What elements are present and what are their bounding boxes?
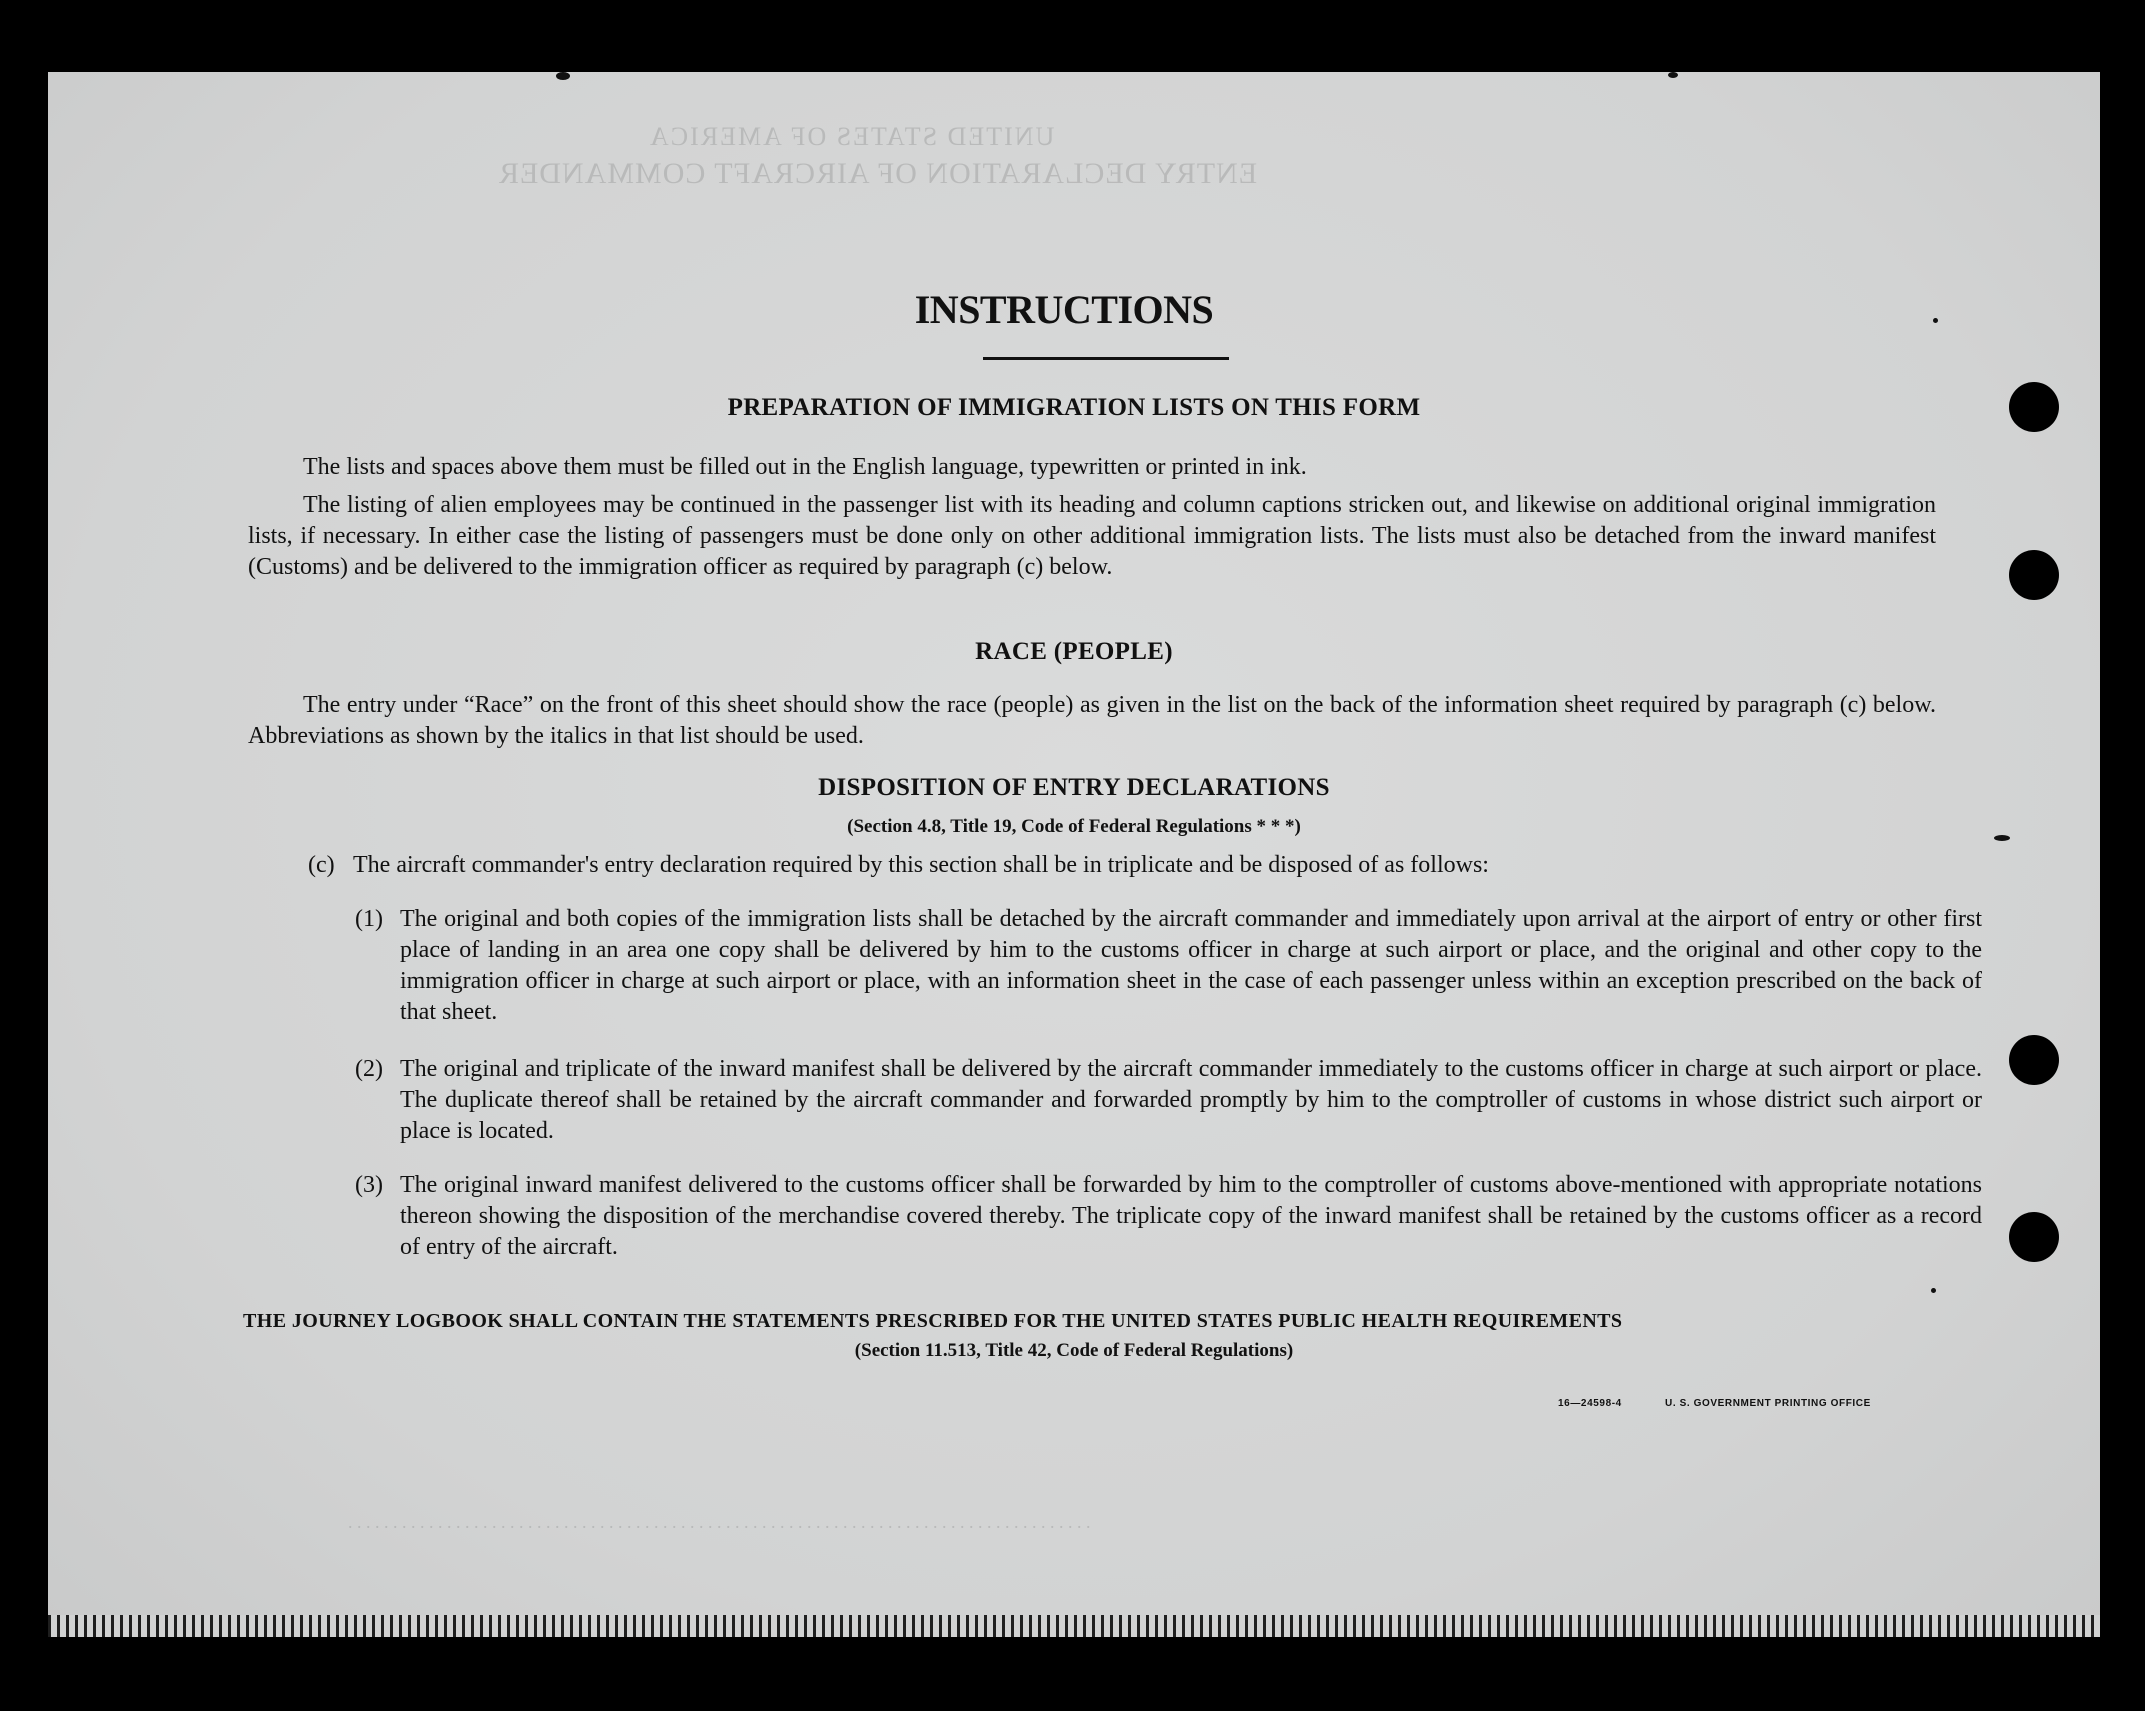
race-body (248, 690, 1936, 752)
punch-hole (2009, 1035, 2059, 1085)
disposition-heading: DISPOSITION OF ENTRY DECLARATIONS (818, 774, 1330, 801)
preparation-paragraph-2: The listing of alien employees may be continued in the passenger list with its heading and column captions stricken out, and likewise on additional original immigration lists, if necessary. In either case the listing of passengers must be done only on other additional immigration lists. The lists must also be detached from the inward manifest (Customs) and be delivered to the immigration officer as required by paragraph (c) below. (248, 492, 1936, 580)
intro-text: The aircraft commander's entry declaration required by this section shall be in triplicate and be disposed of as follows: (353, 852, 1489, 878)
race-heading: RACE (PEOPLE) (975, 638, 1173, 665)
torn-bottom-edge (48, 1615, 2100, 1637)
race-paragraph: The entry under “Race” on the front of this sheet should show the race (people) as given in the list on the back of the information sheet required by paragraph (c) below. Abbreviations as shown by the italics in that list should be used. (248, 692, 1936, 749)
title-underline (983, 357, 1229, 360)
item-number: (2) (355, 1056, 383, 1082)
punch-hole (2009, 550, 2059, 600)
disposition-item-2 (355, 1054, 1982, 1147)
item-text: The original inward manifest delivered to the customs officer shall be forwarded by him to the comptroller of customs above-mentioned with appropriate notations thereon showing the disposition of the merchandise covered thereby. The triplicate copy of the inward manifest shall be retained by the customs officer as a record of entry of the aircraft. (400, 1172, 1982, 1260)
punch-hole (2009, 1212, 2059, 1262)
bleed-through-title: ENTRY DECLARATION OF AIRCRAFT COMMANDER (498, 157, 1258, 190)
printer-name: U. S. GOVERNMENT PRINTING OFFICE (1665, 1398, 1871, 1409)
preparation-body-2 (248, 490, 1936, 583)
disposition-item-3 (355, 1170, 1982, 1263)
item-number: (3) (355, 1172, 383, 1198)
preparation-body (248, 452, 1936, 483)
logbook-notice: THE JOURNEY LOGBOOK SHALL CONTAIN THE STATEMENTS PRESCRIBED FOR THE UNITED STATES PUBLIC HEALTH REQUIREMENTS (243, 1310, 1623, 1332)
scan-speck (1933, 318, 1938, 323)
bleed-through-header: UNITED STATES OF AMERICA (648, 122, 1055, 151)
preparation-heading: PREPARATION OF IMMIGRATION LISTS ON THIS FORM (727, 394, 1421, 421)
disposition-citation: (Section 4.8, Title 19, Code of Federal Regulations * * *) (847, 816, 1301, 837)
bleed-through-line: . . . . . . . . . . . . . . . . . . . . . . . . . . . . . . . . . . . . . . . . . . . . . . . . . . . . . . . . . . . . . . . . . . . . . . . . . . . . . . . . . . . (348, 1512, 1091, 1532)
disposition-item-1 (355, 904, 1982, 1028)
document-sheet (48, 72, 2100, 1637)
printer-code: 16—24598-4 (1558, 1398, 1622, 1409)
item-number: (1) (355, 906, 383, 932)
item-text: The original and triplicate of the inward manifest shall be delivered by the aircraft commander immediately to the customs officer in charge at such airport or place. The duplicate thereof shall be retained by the aircraft commander and forwarded promptly by him to the comptroller of customs in whose district such airport or place is located. (400, 1056, 1982, 1144)
scan-speck (1668, 72, 1678, 78)
scan-speck (556, 72, 570, 80)
logbook-citation: (Section 11.513, Title 42, Code of Federal Regulations) (854, 1340, 1294, 1361)
document-title: INSTRUCTIONS (914, 287, 1214, 332)
scan-speck (1931, 1288, 1936, 1293)
scan-speck (1994, 835, 2010, 841)
intro-label: (c) (308, 852, 335, 878)
preparation-paragraph-1: The lists and spaces above them must be filled out in the English language, typewritten or printed in ink. (303, 454, 1307, 480)
item-text: The original and both copies of the immigration lists shall be detached by the aircraft commander and immediately upon arrival at the airport of entry or other first place of landing in an area one copy shall be delivered by him to the customs officer in charge at such airport or place, and the original and other copy to the immigration officer in charge at such airport or place, with an information sheet in the case of each passenger unless within an exception prescribed on the back of that sheet. (400, 906, 1982, 1025)
disposition-intro (308, 850, 1993, 881)
